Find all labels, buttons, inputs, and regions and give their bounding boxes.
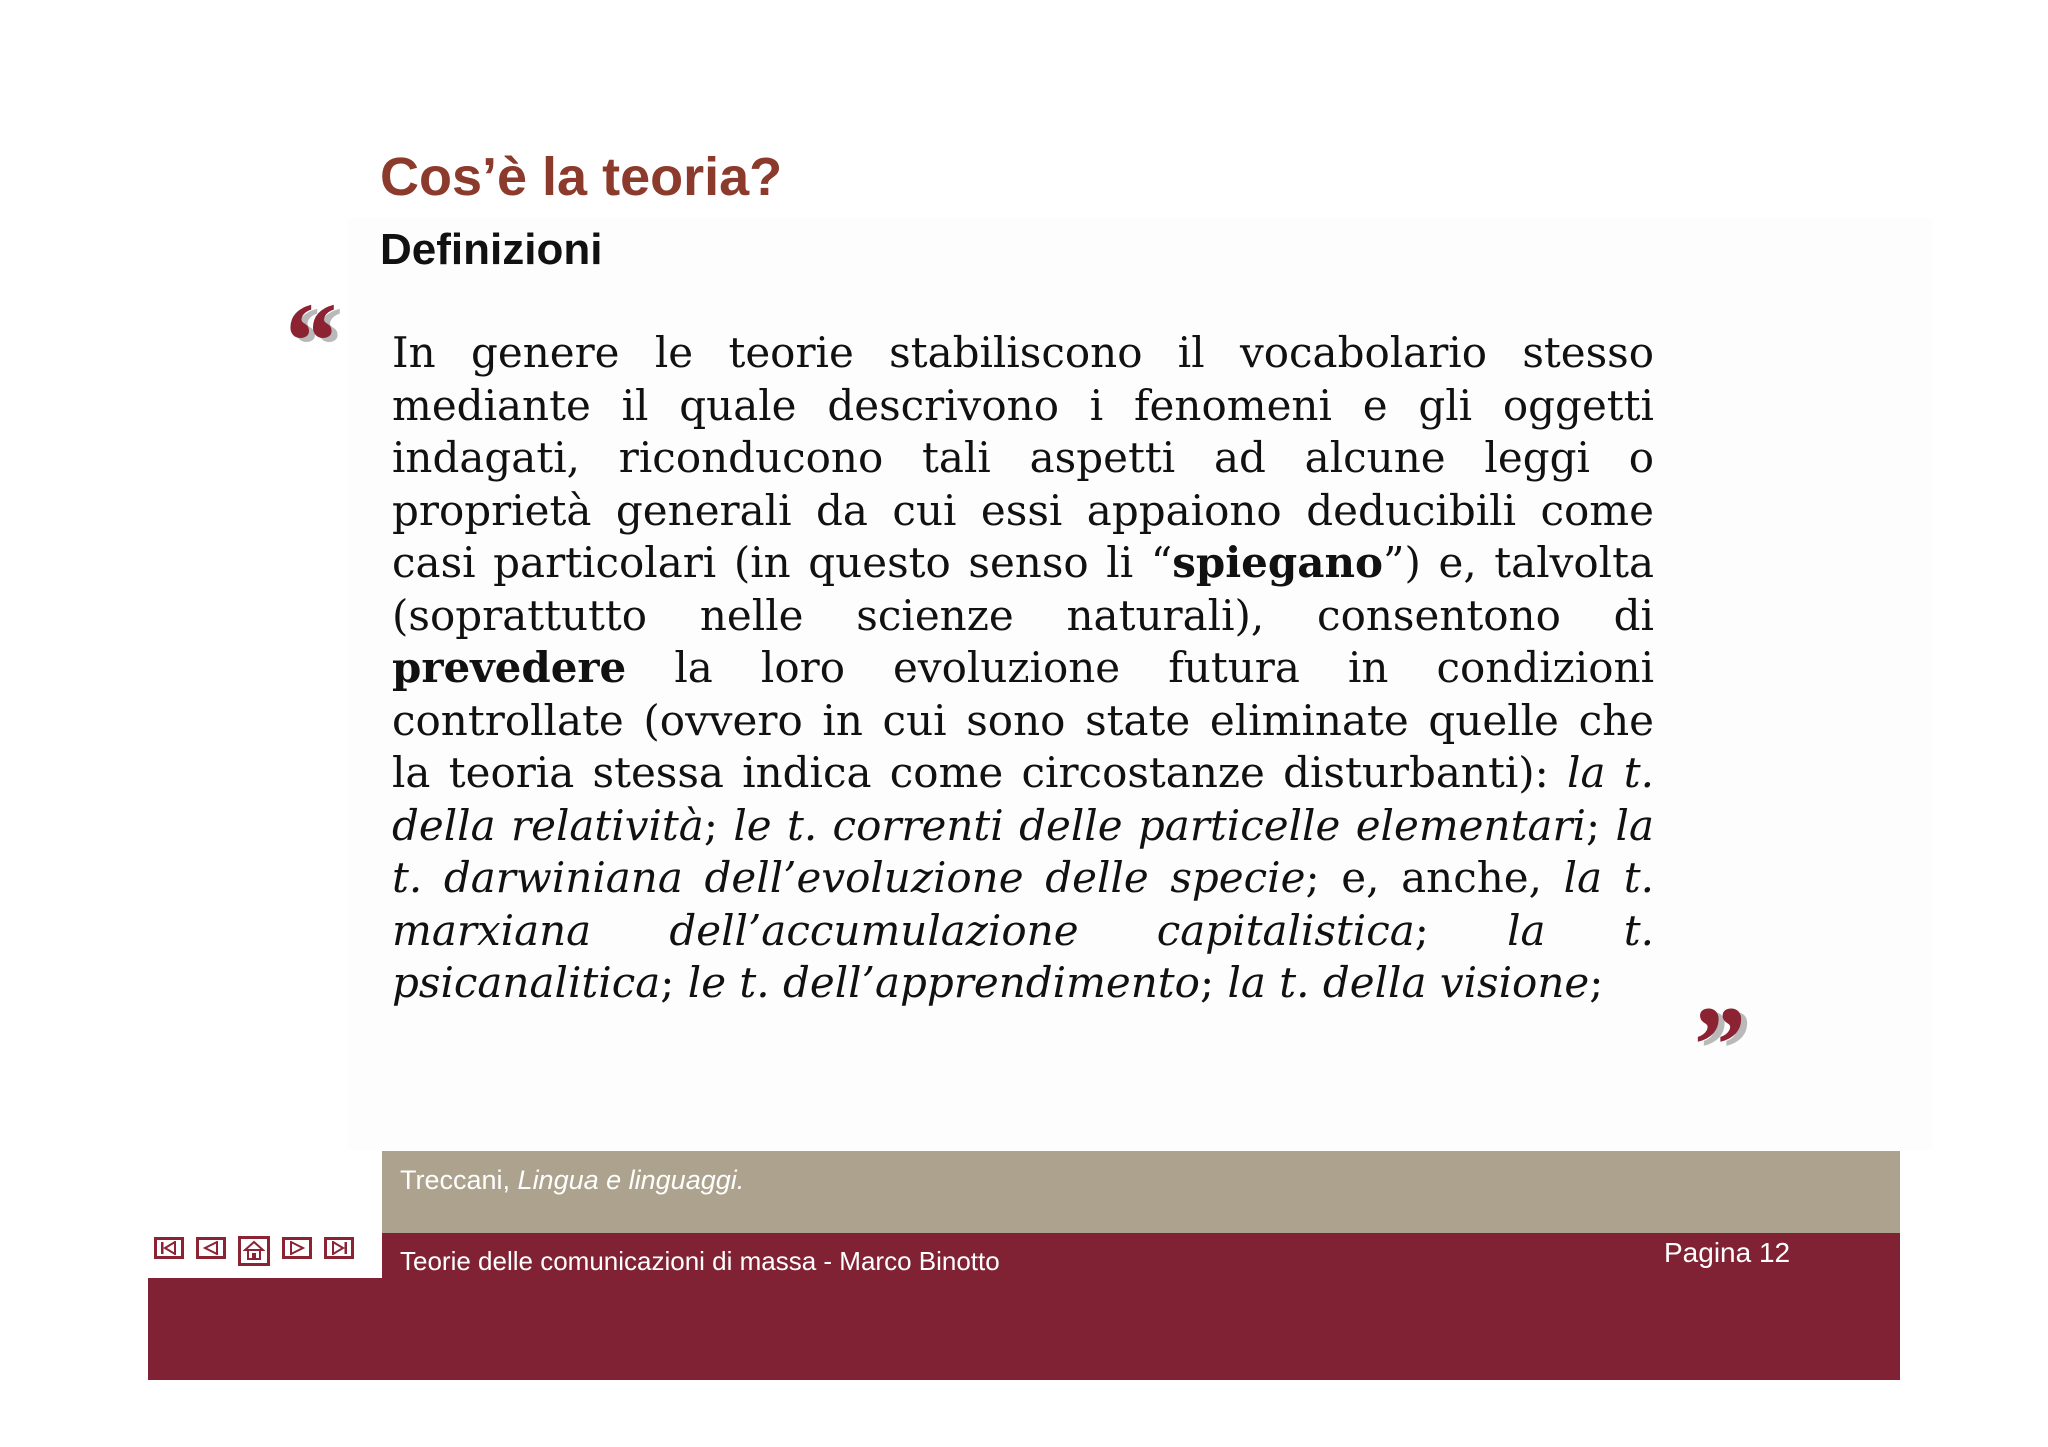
quote-separator: ; e, anche, <box>1305 853 1564 902</box>
page-number: Pagina 12 <box>1664 1237 1791 1268</box>
quote-example: le t. dell’apprendimento <box>687 958 1200 1007</box>
quote-example: la t. della relatività <box>392 748 1654 850</box>
quote-separator: ; <box>1199 958 1228 1007</box>
source-author: Treccani, <box>400 1165 518 1195</box>
quote-separator: ; <box>660 958 688 1007</box>
quote-bold-prevedere: prevedere <box>392 643 627 692</box>
close-quote-icon: ” <box>1688 984 1743 1106</box>
last-page-icon[interactable] <box>324 1237 354 1259</box>
open-quote-icon: “ <box>280 280 335 402</box>
quote-example: la t. psicanalitica <box>392 905 1654 1007</box>
quote-bold-spiegano: spiegano <box>1172 538 1384 587</box>
slide-subtitle: Definizioni <box>380 225 603 274</box>
quote-end: ; <box>1589 958 1604 1007</box>
quote-example: la t. darwiniana dell’evoluzione delle specie <box>392 800 1654 902</box>
source-bar <box>382 1151 1900 1233</box>
source-work: Lingua e linguaggi. <box>517 1165 745 1195</box>
navigation-bar <box>154 1232 366 1264</box>
quote-separator: ; <box>1414 905 1508 955</box>
quote-example: le t. correnti delle particelle elementari <box>733 800 1586 850</box>
quote-text: ”) e, talvolta (soprattutto nelle scienze naturali), consentono di <box>392 538 1654 640</box>
slide-title: Cos’è la teoria? <box>380 147 783 207</box>
quote-text: la loro evoluzione futura in condizioni controllate (ovvero in cui sono state eliminate quelle che la teoria stessa indica come circostanze disturbanti): <box>392 643 1654 797</box>
quote-text: In genere le teorie stabiliscono il vocabolario stesso mediante il quale descrivono i fenomeni e gli oggetti indagati, riconducono tali aspetti ad alcune leggi o proprietà generali da cui essi appaiono deducibili come casi particolari (in questo senso li “ <box>392 328 1654 587</box>
quote-separator: ; <box>1586 800 1616 850</box>
home-icon[interactable] <box>238 1236 270 1266</box>
quote-example: la t. della visione <box>1227 958 1590 1007</box>
quote-example: la t. marxiana dell’accumulazione capitalistica <box>392 853 1654 955</box>
quote-separator: ; <box>703 800 734 850</box>
definition-quote <box>392 327 1654 1010</box>
previous-page-icon[interactable] <box>196 1237 226 1259</box>
first-page-icon[interactable] <box>154 1237 184 1259</box>
course-label: Teorie delle comunicazioni di massa - Marco Binotto <box>400 1246 1000 1276</box>
next-page-icon[interactable] <box>282 1237 312 1259</box>
